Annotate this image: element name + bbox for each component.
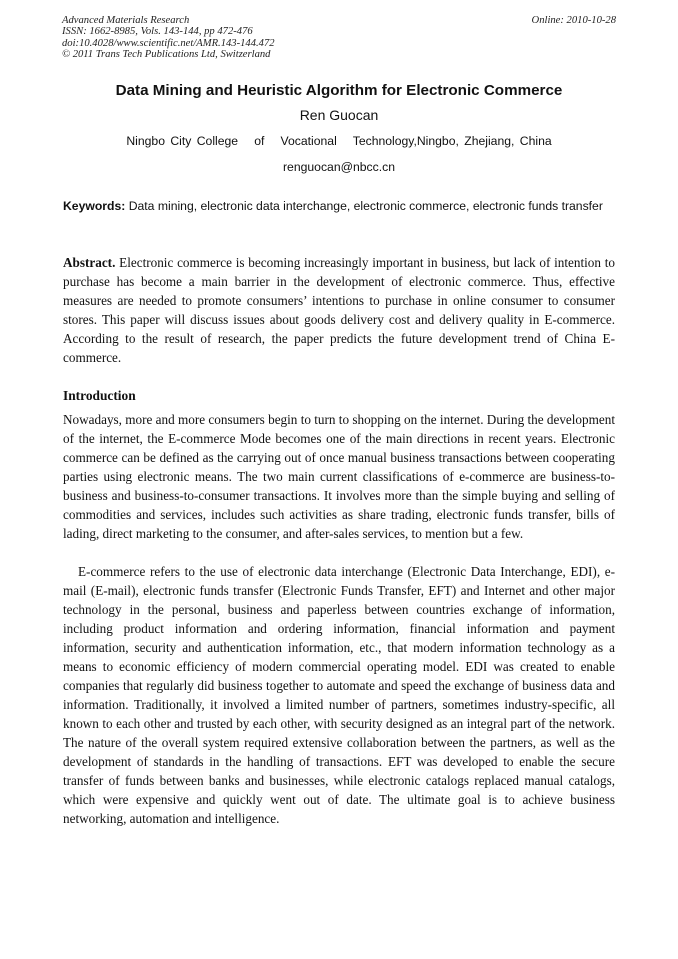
doi-line: doi:10.4028/www.scientific.net/AMR.143-144.472	[62, 37, 275, 49]
keywords-label: Keywords:	[63, 199, 126, 213]
introduction-paragraph-2: E-commerce refers to the use of electronic data interchange (Electronic Data Interchange, EDI), e-mail (E-mail), electronic funds transfer (Electronic Funds Transfer, EFT) and Internet and other major technology in the personal, business and paperless between countries exchange of information, including product information and ordering information, financial information and payment information, security and authentication information, etc., that modern information technology as a means to economic efficiency of modern commercial operating model. EDI was created to enable companies that regularly did business together to automate and speed the exchange of business data and information. Traditionally, it involved a limited number of partners, sometimes industry-specific, all known to each other and trusted by each other, with security designed as an integral part of the network. The nature of the overall system required extensive collaboration between the partners, as well as the development of standards in the handling of transactions. EFT was developed to enable the secure transfer of funds between banks and businesses, while electronic catalogs replaced manual catalogs, which were expensive and quickly went out of date. The ultimate goal is to achieve business networking, automation and intelligence.	[63, 564, 615, 826]
copyright-line: © 2011 Trans Tech Publications Ltd, Switzerland	[62, 49, 271, 61]
journal-header	[62, 15, 616, 61]
introduction-heading: Introduction	[63, 388, 136, 403]
keywords-section	[63, 196, 615, 216]
paper-author: Ren Guocan	[299, 107, 379, 123]
abstract-label: Abstract.	[63, 255, 116, 270]
abstract-text: Electronic commerce is becoming increasingly important in business, but lack of intention to purchase has become a main barrier in the development of electronic commerce. Thus, effective measures are needed to promote consumers’ intentions to purchase in online consumer to consumer stores. This paper will discuss issues about goods delivery cost and delivery quality in E-commerce. According to the result of research, the paper predicts the future development trend of China E-commerce.	[63, 255, 615, 365]
author-email: renguocan@nbcc.cn	[283, 160, 395, 174]
online-date: Online: 2010-10-28	[531, 15, 616, 26]
author-affiliation: Ningbo City College of Vocational Technology,Ningbo, Zhejiang, China	[126, 134, 552, 148]
abstract-section	[63, 253, 615, 367]
keywords-text: Data mining, electronic data interchange, electronic commerce, electronic funds transfer	[128, 199, 603, 213]
issn-line: ISSN: 1662-8985, Vols. 143-144, pp 472-476	[62, 26, 253, 38]
journal-name: Advanced Materials Research	[62, 15, 190, 26]
introduction-paragraph-1: Nowadays, more and more consumers begin to turn to shopping on the internet. During the development of the internet, the E-commerce Mode becomes one of the main directions in recent years. Electronic commerce can be defined as the carrying out of once manual business transactions between cooperating parties using electronic means. The two main current classifications of e-commerce are business-to-business and business-to-consumer transactions. It involves more than the simple buying and selling of commodities and services, includes such activities as share trading, electronic funds transfer, bills of lading, direct marketing to the consumer, and after-sales services, to mention but a few.	[63, 412, 615, 541]
paper-title: Data Mining and Heuristic Algorithm for Electronic Commerce	[115, 82, 563, 99]
